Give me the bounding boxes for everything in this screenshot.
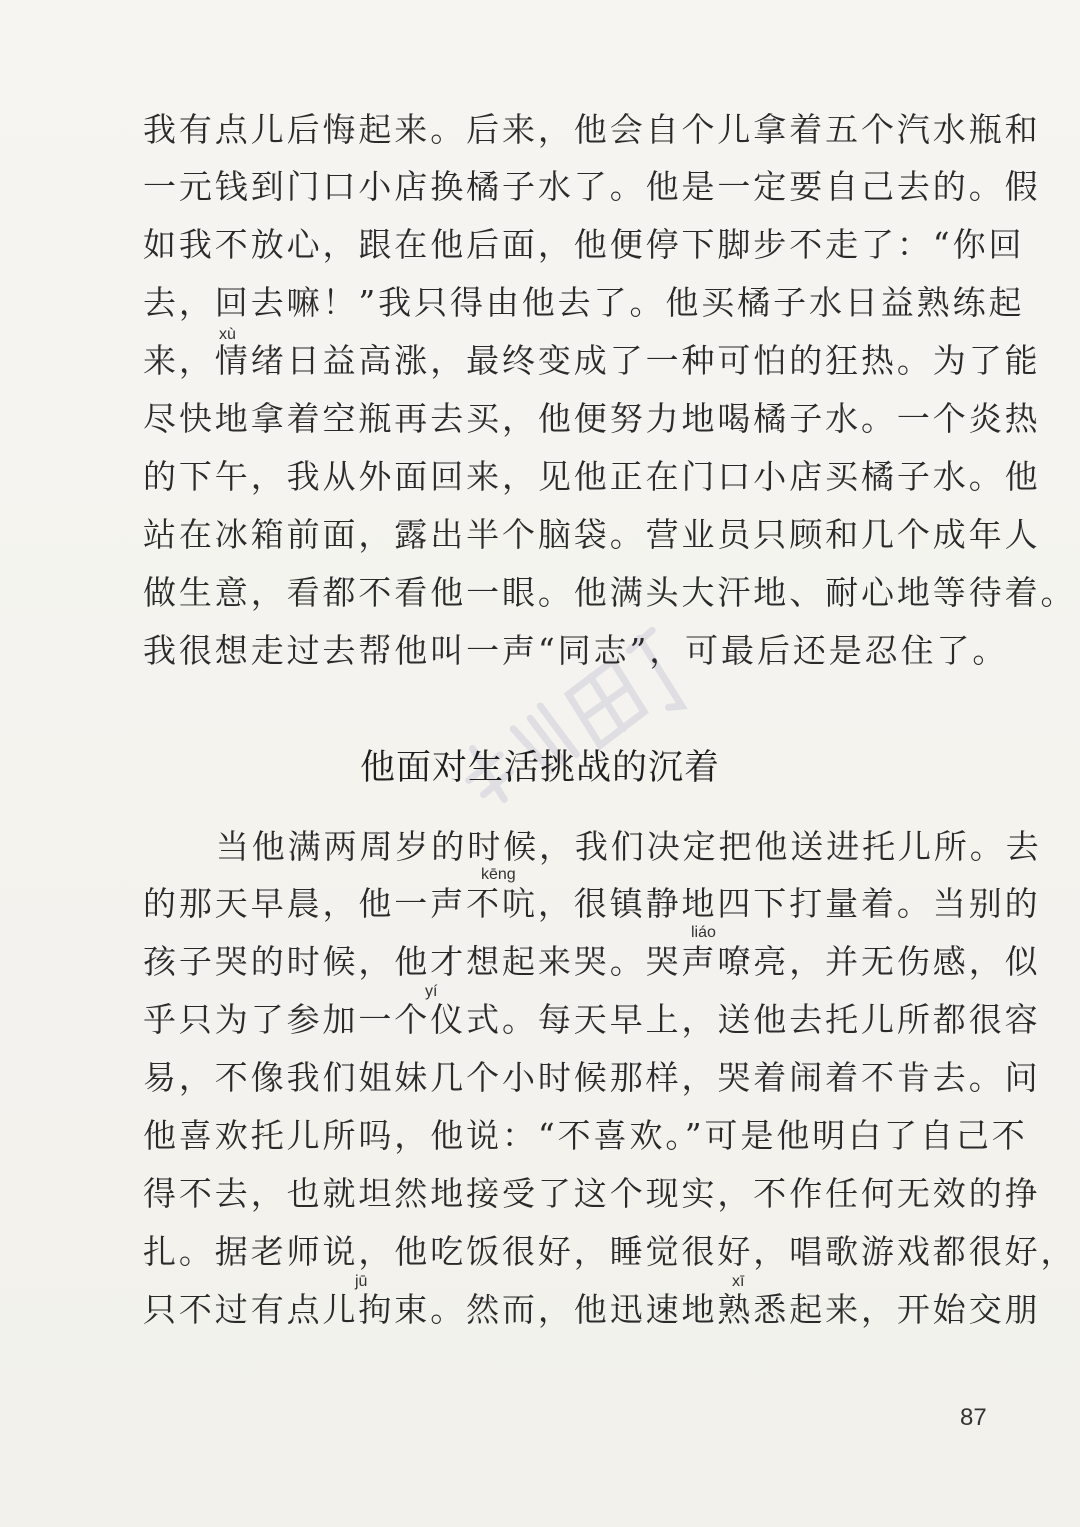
text-line: 我有点儿后悔起来。后来，他会自个儿拿着五个汽水瓶和 [143,110,1041,149]
text-line: 一元钱到门口小店换橘子水了。他是一定要自己去的。假 [143,167,1041,206]
text-line: 尽快地拿着空瓶再去买，他便努力地喝橘子水。一个炎热 [143,399,1041,438]
pinyin-annotation: xù [219,326,236,343]
page-number: 87 [960,1404,987,1431]
pinyin-annotation: kēng [481,866,516,883]
text-line: 孩子哭的时候，他才想起来哭。哭声嘹亮，并无伤感，似 [143,942,1041,981]
text-line: 的下午，我从外面回来，见他正在门口小店买橘子水。他 [143,457,1041,496]
pinyin-annotation: jū [355,1273,368,1290]
text-line: 来，情绪日益高涨，最终变成了一种可怕的狂热。为了能 [143,341,1041,380]
pinyin-annotation: yí [425,983,438,1000]
pinyin-annotation: liáo [691,924,716,941]
text-line: 的那天早晨，他一声不吭，很镇静地四下打量着。当别的 [143,884,1041,923]
text-line: 站在冰箱前面，露出半个脑袋。营业员只顾和几个成年人 [143,515,1041,554]
text-line: 我很想走过去帮他叫一声“同志”，可最后还是忍住了。 [143,631,1009,670]
text-line: 他喜欢托儿所吗，他说：“不喜欢。”可是他明白了自己不 [143,1116,1028,1155]
text-line: 易，不像我们姐妹几个小时候那样，哭着闹着不肯去。问 [143,1058,1041,1097]
section-heading: 他面对生活挑战的沉着 [359,748,720,788]
text-line: 如我不放心，跟在他后面，他便停下脚步不走了：“你回 [143,225,1025,264]
pinyin-annotation: xī [732,1273,745,1290]
text-line: 当他满两周岁的时候，我们决定把他送进托儿所。去 [180,827,1042,866]
text-line: 扎。据老师说，他吃饭很好，睡觉很好，唱歌游戏都很好， [143,1232,1077,1271]
text-line: 乎只为了参加一个仪式。每天早上，送他去托儿所都很容 [143,1000,1041,1039]
text-line: 做生意，看都不看他一眼。他满头大汗地、耐心地等待着。 [143,573,1077,612]
text-line: 得不去，也就坦然地接受了这个现实，不作任何无效的挣 [143,1174,1041,1213]
text-line: 只不过有点儿拘束。然而，他迅速地熟悉起来，开始交朋 [143,1290,1041,1329]
text-line: 去，回去嘛！”我只得由他去了。他买橘子水日益熟练起 [143,283,1025,322]
